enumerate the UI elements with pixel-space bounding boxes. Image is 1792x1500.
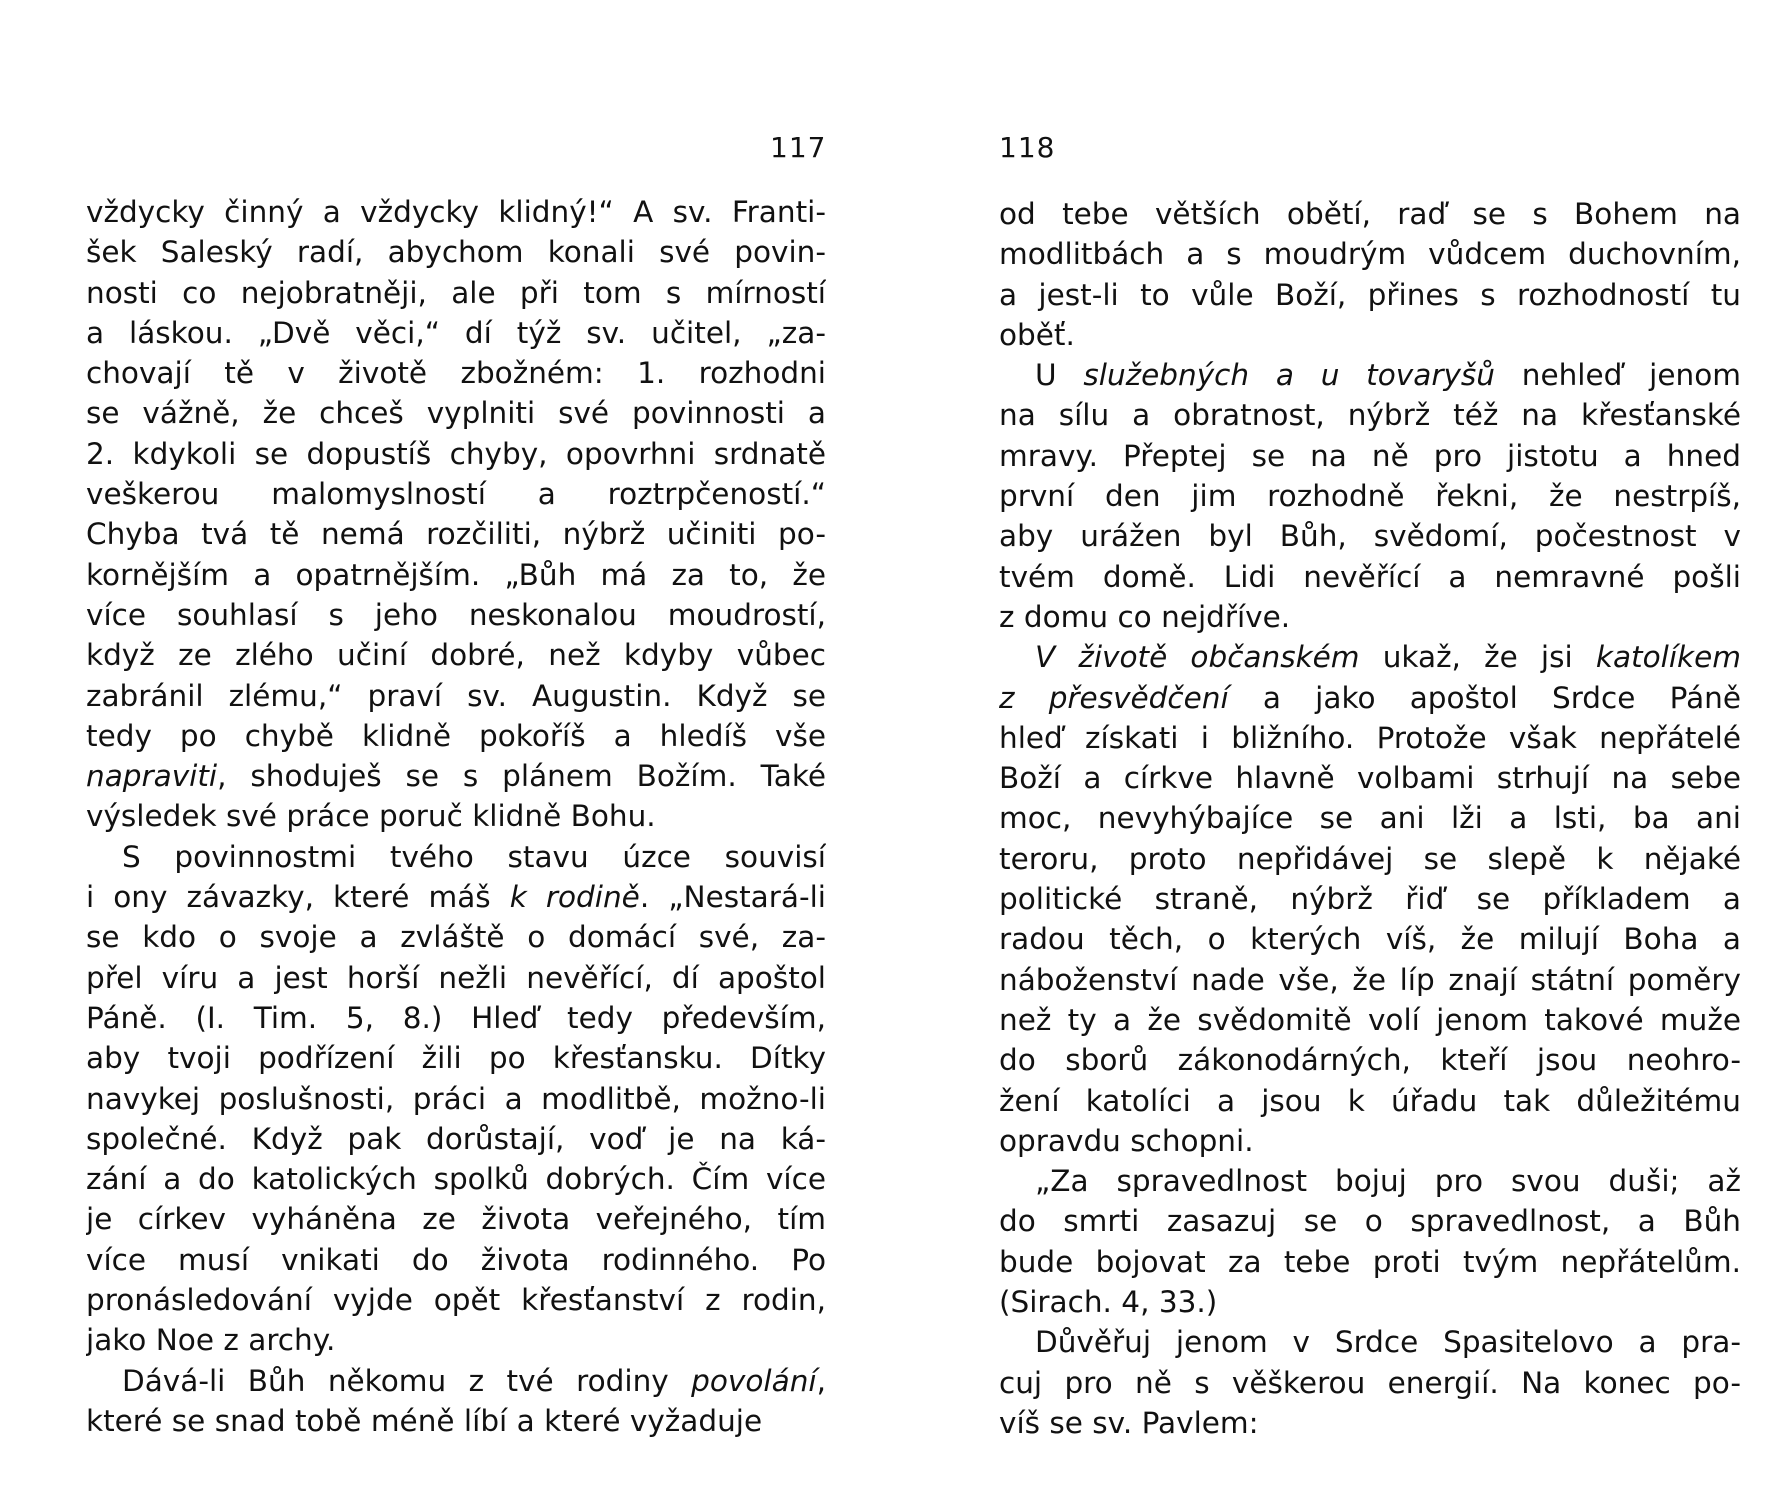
text-line: zabránil zlému,“ praví sv. Augustin. Když se xyxy=(86,678,826,713)
text-line: zání a do katolických spolků dobrých. Čím více xyxy=(86,1162,826,1197)
text-line: výsledek své práce poruč klidně Bohu. xyxy=(86,799,656,834)
body-text xyxy=(999,194,1741,1443)
emphasis: z přesvědčení xyxy=(999,680,1229,715)
text-line: vždycky činný a vždycky klidný!“ A sv. Franti- xyxy=(86,195,826,229)
paragraph xyxy=(999,637,1741,1161)
text-line: napraviti, shoduješ se s plánem Božím. Také xyxy=(86,759,826,794)
text-line: cuj pro ně s věškerou energií. Na konec po- xyxy=(999,1365,1741,1400)
text-line: víš se sv. Pavlem: xyxy=(999,1405,1259,1440)
text-line: tvém domě. Lidi nevěřící a nemravné pošli xyxy=(999,559,1741,594)
text-line: aby urážen byl Bůh, svědomí, počestnost v xyxy=(999,519,1741,554)
paragraph xyxy=(86,837,826,1361)
page-number: 117 xyxy=(770,131,827,164)
page-number: 118 xyxy=(999,131,1056,164)
paragraph xyxy=(86,1361,826,1442)
text-line: moc, nevyhýbajíce se ani lži a lsti, ba ani xyxy=(999,801,1741,836)
emphasis: napraviti xyxy=(86,759,218,794)
right-page xyxy=(896,0,1792,1500)
text-line: i ony závazky, které máš k rodině. „Nestará-li xyxy=(86,880,826,915)
text-line: které se snad tobě méně líbí a které vyžaduje xyxy=(86,1403,763,1438)
paragraph xyxy=(999,1322,1741,1443)
text-line: kornějším a opatrnějším. „Bůh má za to, že xyxy=(86,557,826,592)
text-line: politické straně, nýbrž řiď se příkladem a xyxy=(999,882,1741,917)
text-line: hleď získati i bližního. Protože však nepřátelé xyxy=(999,720,1741,755)
text-line: „Za spravedlnost bojuj pro svou duši; až xyxy=(1035,1164,1741,1199)
text-line: z domu co nejdříve. xyxy=(999,599,1291,634)
text-line: náboženství nade vše, že líp znají státní poměry xyxy=(999,962,1741,997)
emphasis: služebných a u tovaryšů xyxy=(1083,358,1495,393)
text-line: na sílu a obratnost, nýbrž též na křesťanské xyxy=(999,398,1741,433)
text-line: šek Saleský radí, abychom konali své povin- xyxy=(86,235,826,270)
text-line: se vážně, že chceš vyplniti své povinnosti a xyxy=(86,396,826,431)
text-line: (Sirach. 4, 33.) xyxy=(999,1285,1218,1320)
text-line: do smrti zasazuj se o spravedlnost, a Bůh xyxy=(999,1204,1741,1239)
text-line: z přesvědčení a jako apoštol Srdce Páně xyxy=(999,680,1741,715)
text-line: mravy. Přeptej se na ně pro jistotu a hned xyxy=(999,438,1741,473)
text-line: a jest-li to vůle Boží, přines s rozhodností tu xyxy=(999,277,1741,312)
text-line: společné. Když pak dorůstají, voď je na ká- xyxy=(86,1121,826,1156)
text-line: více musí vnikati do života rodinného. Po xyxy=(86,1242,826,1277)
text-line: navykej poslušnosti, práci a modlitbě, možno-li xyxy=(86,1081,826,1116)
text-line: když ze zlého učiní dobré, než kdyby vůbec xyxy=(86,638,826,673)
text-line: aby tvoji podřízení žili po křesťansku. Dítky xyxy=(86,1041,826,1076)
text-line: radou těch, o kterých víš, že milují Boha a xyxy=(999,922,1741,957)
emphasis: k rodině xyxy=(509,880,640,915)
text-line: Chyba tvá tě nemá rozčiliti, nýbrž učiniti po- xyxy=(86,517,826,552)
body-text xyxy=(86,192,826,1441)
text-line: Důvěřuj jenom v Srdce Spasitelovo a pra- xyxy=(1035,1325,1741,1360)
emphasis: povolání xyxy=(691,1363,817,1398)
text-line: veškerou malomyslností a roztrpčeností.“ xyxy=(86,477,826,512)
text-line: bude bojovat za tebe proti tvým nepřátelům. xyxy=(999,1244,1741,1279)
text-line: do sborů zákonodárných, kteří jsou neohro- xyxy=(999,1043,1741,1078)
text-line: přel víru a jest horší nežli nevěřící, dí apoštol xyxy=(86,960,826,995)
text-line: oběť. xyxy=(999,317,1075,352)
paragraph xyxy=(86,192,826,837)
paragraph xyxy=(999,1161,1741,1322)
text-line: S povinnostmi tvého stavu úzce souvisí xyxy=(122,839,826,874)
text-line: V životě občanském ukaž, že jsi katolíkem xyxy=(1035,640,1741,675)
text-line: Boží a církve hlavně volbami strhují na sebe xyxy=(999,761,1741,796)
text-line: žení katolíci a jsou k úřadu tak důležitému xyxy=(999,1083,1741,1118)
text-line: a láskou. „Dvě věci,“ dí týž sv. učitel, „za- xyxy=(86,315,826,350)
text-line: Dává-li Bůh někomu z tvé rodiny povolání, xyxy=(122,1363,826,1398)
text-line: než ty a že svědomitě volí jenom takové muže xyxy=(999,1002,1741,1037)
text-line: první den jim rozhodně řekni, že nestrpíš, xyxy=(999,479,1741,514)
text-line: pronásledování vyjde opět křesťanství z rodin, xyxy=(86,1283,826,1318)
text-line: Páně. (I. Tim. 5, 8.) Hleď tedy především, xyxy=(86,1000,826,1035)
text-line: teroru, proto nepřidávej se slepě k nějaké xyxy=(999,841,1741,876)
text-line: U služebných a u tovaryšů nehleď jenom xyxy=(1035,358,1741,393)
emphasis: V životě občanském xyxy=(1035,640,1360,675)
text-line: 2. kdykoli se dopustíš chyby, opovrhni srdnatě xyxy=(86,436,826,471)
text-line: tedy po chybě klidně pokoříš a hledíš vše xyxy=(86,718,826,753)
text-line: jako Noe z archy. xyxy=(86,1323,336,1358)
text-line: je církev vyháněna ze života veřejného, tím xyxy=(86,1202,826,1237)
text-line: více souhlasí s jeho neskonalou moudrostí, xyxy=(86,597,826,632)
text-line: od tebe větších obětí, raď se s Bohem na xyxy=(999,197,1741,231)
paragraph xyxy=(999,194,1741,355)
text-line: se kdo o svoje a zvláště o domácí své, za- xyxy=(86,920,826,955)
text-line: opravdu schopni. xyxy=(999,1123,1254,1158)
text-line: nosti co nejobratněji, ale při tom s mírností xyxy=(86,275,826,310)
paragraph xyxy=(999,355,1741,637)
text-line: modlitbách a s moudrým vůdcem duchovním, xyxy=(999,237,1741,272)
emphasis: katolíkem xyxy=(1595,640,1741,675)
text-line: chovají tě v životě zbožném: 1. rozhodni xyxy=(86,356,826,391)
